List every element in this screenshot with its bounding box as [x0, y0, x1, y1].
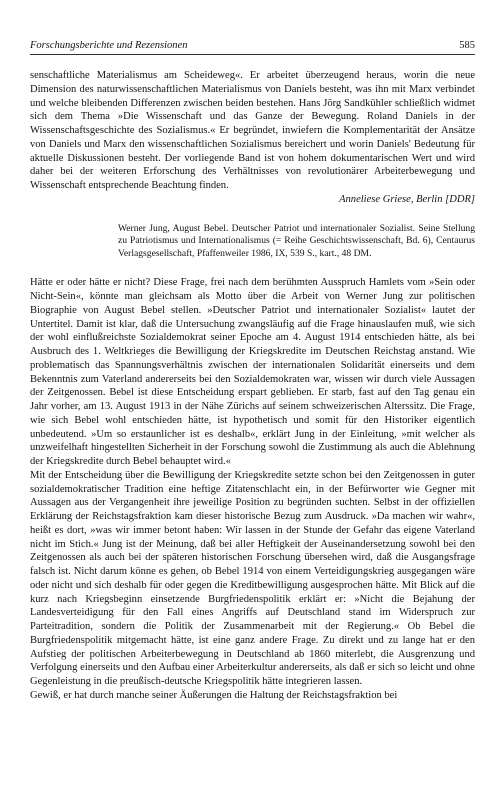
- review-paragraph: Gewiß, er hat durch manche seiner Äußerungen die Haltung der Reichstagsfraktion bei: [30, 689, 398, 701]
- review-paragraph: senschaftliche Materialismus am Scheideweg«. Er arbeitet überzeugend heraus, worin die neue Dimension des naturwissenschaftlichen Materialismus von Daniels besteht, was ihn mit Marx verbindet und welche bleibenden Differenzen zwischen beiden bestehen. Hans Jörg Sandkühler schließlich widmet sich dem Thema »Die Wissenschaft und das Ganze der Bewegung. Roland Daniels in der Wissenschaftsgeschichte des Sozialismus.« Er begründet, inwiefern die Komplementarität der Ansätze von Daniels und Marx den wissenschaftlichen Sozialismus bereichert und worin Daniels' Bedeutung für aktuelle Diskussionen besteht. Der vorliegende Band ist von hohem dokumentarischen Wert und wird daher bei der weiteren Erforschung des Verhältnisses von revolutionärer Arbeiterbewegung und Wissenschaft entsprechende Beachtung finden.: [30, 70, 475, 191]
- second-review: [30, 276, 475, 702]
- review-paragraph: Hätte er oder hätte er nicht? Diese Frage, frei nach dem berühmten Ausspruch Hamlets vom »Sein oder Nicht-Sein«, könnte man gleichsam als Motto über die Arbeit von Werner Jung zur politischen Biographie von August Bebel stellen. »Deutscher Patriot und internationaler Sozialist« lautet der Untertitel. Damit ist klar, daß die Untersuchung zwangsläufig auf die Frage hinauslaufen muß, wie sich der wohl einflußreichste Sozialdemokrat seiner Epoche am 4. August 1914 entschieden hätte, als bei Ausbruch des 1. Weltkrieges die Bewilligung der Kriegskredite im Deutschen Reichstag anstand. Wie problematisch das Spannungsverhältnis zwischen der internationalen Solidarität einerseits und dem Bekenntnis zum Vaterland andererseits bei den Sozialdemokraten war, wissen wir durch viele Aussagen der Zeitgenossen. Bebel ist diese Entscheidung erspart geblieben. Er starb, fast auf den Tag genau ein Jahr vorher, am 13. August 1913 in der Nähe Zürichs auf seinem schweizerischen Alterssitz. Die Frage, wie sich Bebel wohl entschieden hätte, ist hypothetisch und somit für den Historiker eigentlich unbedeutend. »Um so erstaunlicher ist es deshalb«, erklärt Jung in der Einleitung, »mit welcher als unzweifelhaft hingestellten Sicherheit in der Forschung sowohl die Zustimmung als auch die Ablehnung der Kriegskredite durch Bebel behauptet wird.«: [30, 277, 475, 468]
- first-review: [30, 69, 475, 207]
- signature-line: [30, 193, 475, 207]
- page-number: 585: [459, 40, 475, 51]
- reviewer-signature: Anneliese Griese, Berlin [DDR]: [339, 193, 475, 205]
- running-header: [30, 40, 475, 55]
- section-title: Forschungsberichte und Rezensionen: [30, 40, 188, 51]
- page: [30, 40, 475, 703]
- review-paragraph: Mit der Entscheidung über die Bewilligung der Kriegskredite setzte schon bei den Zeitgenossen in guter sozialdemokratischer Tradition eine heftige Zitatenschlacht ein, in der Befürworter wie Gegner mit Aussagen aus der Vergangenheit ihre jeweilige Position zu begründen suchten. Selbst in der offiziellen Erklärung der Reichstagsfraktion kam dieser historische Bezug zum Ausdruck. »Da machen wir wahr«, heißt es dort, »was wir immer betont haben: Wir lassen in der Stunde der Gefahr das eigene Vaterland nicht im Stich.« Jung ist der Meinung, daß bei aller Heftigkeit der Auseinandersetzung sowohl bei den Zeitgenossen als auch bei der späteren historischen Forschung übersehen wird, daß die Ausgangsfrage falsch ist. Nicht darum könne es gehen, ob Bebel 1914 von einem Verteidigungskrieg ausgegangen wäre oder nicht und sich deshalb für oder gegen die Kreditbewilligung ausgesprochen hätte. Mit Blick auf die kurz nach Kriegsbeginn einsetzende Burgfriedenspolitik erklärt er: »Nicht die Bejahung der Landesverteidigung für den Fall eines Angriffs auf Deutschland stand im Widerspruch zur Parteitradition, sondern die Politik der Zusammenarbeit mit der Regierung.« Ob Bebel die Burgfriedenspolitik mitgemacht hätte, ist eine ganz andere Frage. Zu direkt und zu lange hat er den Aufstieg der politischen Arbeiterbewegung in Deutschland ab 1860 miterlebt, die Ausgrenzung und Verfolgung einerseits und den Aufbau einer Arbeiterkultur andererseits, als daß er sich so leicht und ohne Gegenleistung in die preußisch-deutsche Kriegspolitik hätte integrieren lassen.: [30, 469, 475, 688]
- bibliographic-entry: Werner Jung, August Bebel. Deutscher Patriot und internationaler Sozialist. Seine Stellung zu Patriotismus und Internationalismus (= Reihe Geschichtswissenschaft, Bd. 6), Centaurus Verlagsgesellschaft, Pfaffenweiler 1986, IX, 539 S., kart., 48 DM.: [118, 222, 475, 259]
